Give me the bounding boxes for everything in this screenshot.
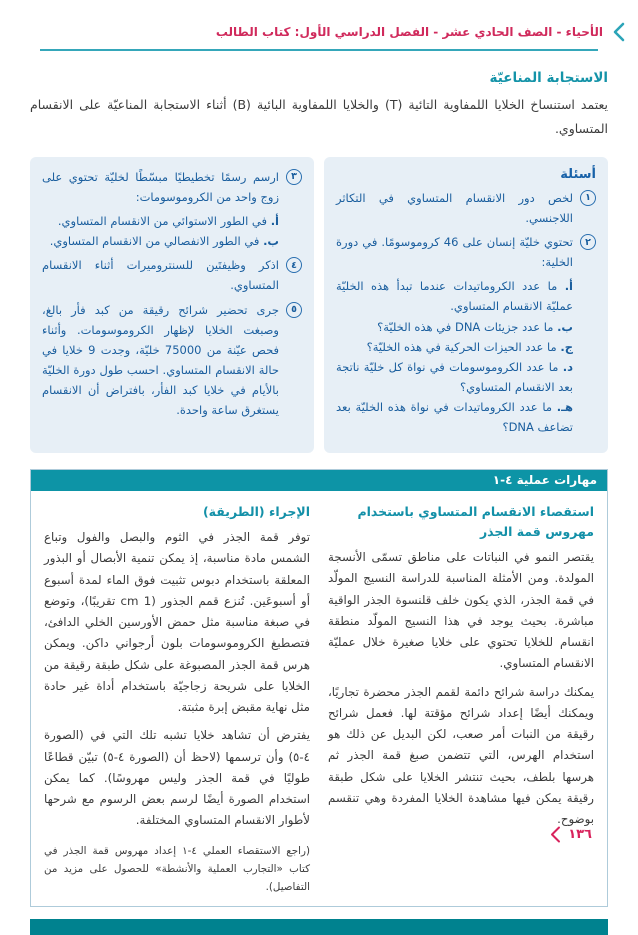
sub-question bbox=[42, 211, 279, 231]
sub-question bbox=[336, 357, 573, 397]
question-3-subitems bbox=[42, 211, 279, 251]
sub-question-text: ما عدد الكروماتيدات عندما تبدأ هذه الخليّة عمليّة الانقسام المتساوي. bbox=[336, 279, 573, 314]
chevron-left-icon bbox=[612, 22, 626, 42]
sub-question-text: ما عدد جزيئات DNA في هذه الخليّة؟ bbox=[377, 319, 554, 334]
sub-question-text: في الطور الاستوائي من الانقسام المتساوي. bbox=[57, 214, 268, 228]
sub-question bbox=[336, 397, 573, 437]
page-header bbox=[0, 0, 638, 42]
question-number-badge: ٤ bbox=[286, 257, 302, 273]
procedure-title: الإجراء (الطريقة) bbox=[202, 504, 310, 520]
footer-bar bbox=[30, 919, 608, 935]
header-divider bbox=[40, 49, 598, 51]
question-2-subitems bbox=[336, 276, 573, 437]
question-text: جرى تحضير شرائح رقيقة من كبد فأر بالغ، وصبغت الخلايا لإظهار الكروموسومات. وأثناء فحص عيّنة من 75000 خليّة، وجدت 9 خلايا في حالة الانقسام المتساوي. احسب طول دورة الخليّة بالأيام في خلايا كبد الفأر، بافتراض أن الانقسام يستغرق ساعة واحدة. bbox=[42, 302, 279, 418]
procedure-reference-note: (راجع الاستقصاء العملي ٤-١ إعداد مهروس قمة الجذر في كتاب «التجارب العملية والأنشطة» للحصول على مزيد من التفاصيل). bbox=[44, 844, 310, 893]
question-4 bbox=[42, 255, 302, 295]
question-number-badge: ٢ bbox=[580, 234, 596, 250]
question-3 bbox=[42, 167, 302, 207]
section-intro-paragraph: يعتمد استنساخ الخلايا اللمفاوية التائية (T) والخلايا اللمفاوية البائية (B) أثناء الاستجابة المناعيّة على الانقسام المتساوي. bbox=[30, 97, 609, 137]
sub-question-label: ج. bbox=[560, 339, 573, 354]
sub-question bbox=[336, 276, 573, 316]
practical-skills-box bbox=[30, 469, 608, 906]
sub-question-label: ب. bbox=[557, 319, 573, 334]
procedure-column bbox=[44, 502, 310, 895]
investigation-paragraph-1: يقتصر النمو في النباتات على مناطق تسمّى الأنسجة المولدة. ومن الأمثلة المناسبة للدراسة النسيج المولّد في قمة الجذر، الذي يكون خلف قلنسوة الجذر الواقية مباشرة. بحيث يوجد في هذا النسيج المولّد منطقة انقسام للخلايا تحتوي على خلايا صغيرة خلال عمليّة الانقسام المتساوي. bbox=[328, 550, 594, 671]
questions-box-left bbox=[30, 157, 314, 454]
sub-question bbox=[336, 317, 573, 337]
questions-area bbox=[30, 157, 608, 454]
sub-question bbox=[336, 337, 573, 357]
question-1 bbox=[336, 188, 596, 228]
question-text: اذكر وظيفتَين للسنتروميرات أثناء الانقسام المتساوي. bbox=[42, 258, 279, 293]
practical-skills-columns bbox=[31, 491, 607, 905]
question-number-badge: ١ bbox=[580, 190, 596, 206]
investigation-title: استقصاء الانقسام المتساوي باستخدام مهروس قمة الجذر bbox=[357, 504, 594, 540]
page-number-value: ١٣٦ bbox=[568, 827, 592, 842]
sub-question-label: د. bbox=[562, 359, 573, 374]
sub-question-text: ما عدد الكروماتيدات في نواة هذه الخليّة بعد تضاعف DNA؟ bbox=[336, 400, 573, 435]
question-text: لخص دور الانقسام المتساوي في التكاثر اللاجنسي. bbox=[336, 190, 573, 225]
breadcrumb: الأحياء - الصف الحادي عشر - الفصل الدراسي الأول: كتاب الطالب bbox=[215, 25, 603, 39]
section-title: الاستجابة المناعيّة bbox=[489, 70, 608, 86]
procedure-paragraph-1: توفر قمة الجذر في الثوم والبصل والفول وتباع الشمس مادة مناسبة، إذ يمكن تنمية الأبصال أو البذور المعلقة باستخدام دبوس تثبيت فوق الماء لمدة أسبوع أو أسبوعَين. تُنزع قمم الجذور (cm 1 تقريبًا)، وتوضع في صبغة مناسبة مثل حمض الأورسين الخلي الدافئ، فتصطبغ الكروموسومات بلون أرجواني داكن. ويمكن هرس قمة الجذر المصبوغة على شكل طبقة رقيقة من الخلايا على شريحة زجاجيّة باستخدام أداة غير حادة مثل نهاية مقبض إبرة مثبتة. bbox=[44, 530, 311, 715]
sub-question bbox=[42, 231, 279, 251]
question-5 bbox=[42, 300, 302, 421]
sub-question-label: ب. bbox=[263, 234, 279, 249]
question-number-badge: ٥ bbox=[286, 302, 302, 318]
page-number bbox=[550, 826, 592, 843]
question-text: تحتوي خليّة إنسان على 46 كروموسومًا. في دورة الخلية: bbox=[336, 235, 573, 270]
practical-skills-banner: مهارات عملية ٤-١ bbox=[31, 470, 607, 491]
sub-question-text: في الطور الانفصالي من الانقسام المتساوي. bbox=[49, 234, 260, 249]
questions-box-right bbox=[324, 157, 608, 454]
chevron-left-icon bbox=[550, 826, 561, 843]
question-number-badge: ٣ bbox=[286, 169, 302, 185]
sub-question-label: هـ. bbox=[556, 400, 573, 414]
question-text: ارسم رسمًا تخطيطيًا مبسّطًا لخليّة تحتوي على زوج واحد من الكروموسومات: bbox=[42, 169, 279, 204]
questions-heading: أسئلة bbox=[560, 166, 596, 182]
sub-question-text: ما عدد الحيزات الحركية في هذه الخليّة؟ bbox=[366, 339, 557, 354]
question-2 bbox=[336, 232, 596, 272]
sub-question-label: أ. bbox=[270, 214, 279, 228]
investigation-paragraph-2: يمكنك دراسة شرائح دائمة لقمم الجذر محضرة تجاريًا، ويمكنك أيضًا إعداد شرائح مؤقتة لها. فعمل شرائح رقيقة من النبات أمر صعب، لكن البديل عن ذلك هو استخدام الهرس، التي تتضمن صبغ قمة الجذر ثم هرسها بلطف، بحيث تنتشر الخلايا على شكل طبقة رقيقة يمكن فيها مشاهدة الخلايا المفردة وهي تنقسم بوضوح. bbox=[328, 684, 594, 827]
procedure-paragraph-2: يفترض أن تشاهد خلايا تشبه تلك التي في (الصورة ٤-٥) وأن ترسمها (لاحظ أن (الصورة ٤-٥) تبيّن قطاعًا طوليًا في قمة الجذر وليس مهروسًا). كما يمكن استخدام الصورة أيضًا لرسم بعض الرسوم مع شرحها لأطوار الانقسام المتساوي المختلفة. bbox=[44, 728, 310, 828]
sub-question-label: أ. bbox=[564, 279, 573, 294]
sub-question-text: ما عدد الكروموسومات في نواة كل خليّة ناتجة بعد الانقسام المتساوي؟ bbox=[336, 359, 573, 394]
